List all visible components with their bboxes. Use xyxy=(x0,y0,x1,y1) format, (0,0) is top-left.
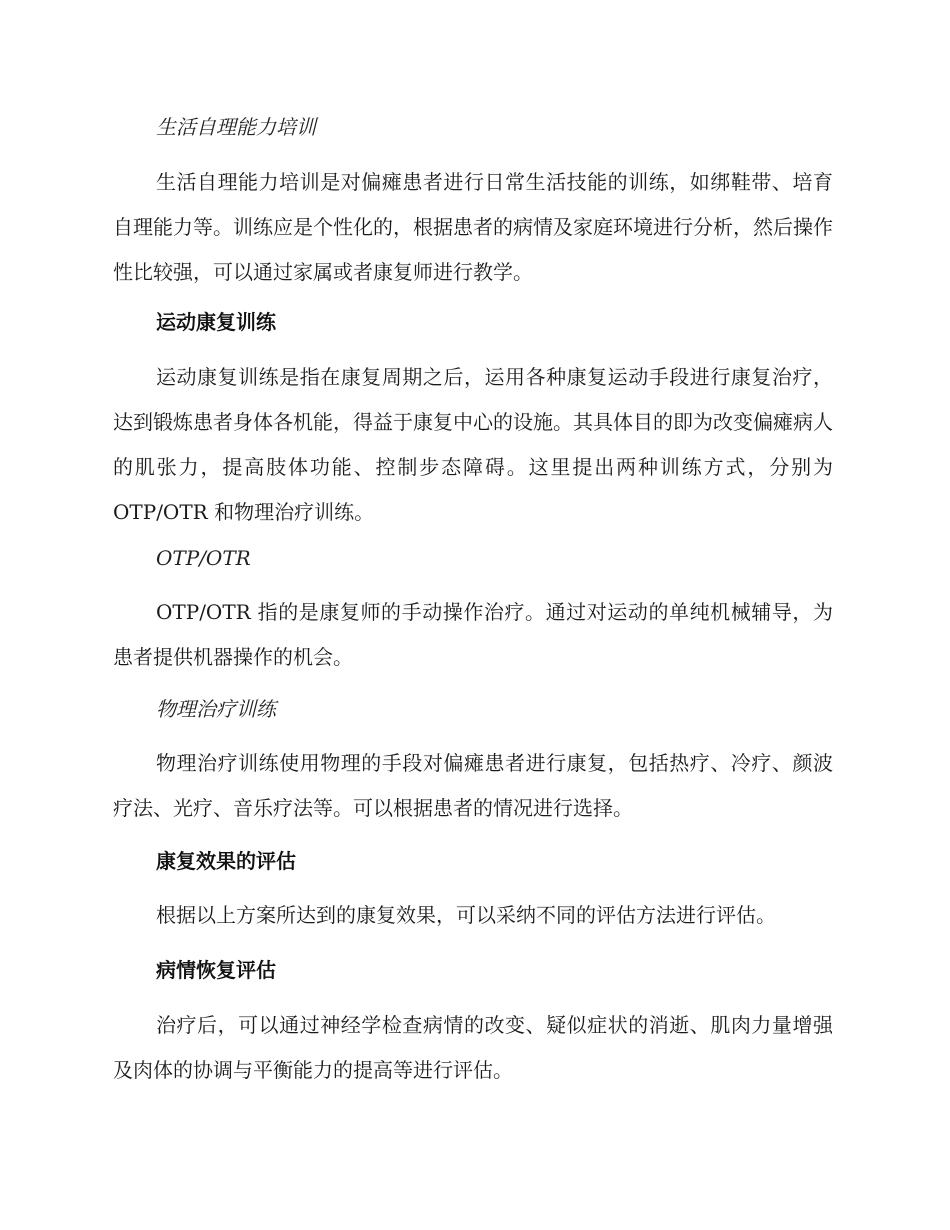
paragraph-self-care: 生活自理能力培训是对偏瘫患者进行日常生活技能的训练，如绑鞋带、培育自理能力等。训练应是个性化的，根据患者的病情及家庭环境进行分析，然后操作性比较强，可以通过家属或者康复师进行教学。 xyxy=(113,170,833,284)
paragraph-evaluation: 根据以上方案所达到的康复效果，可以采纳不同的评估方法进行评估。 xyxy=(156,903,776,927)
paragraph-otp-otr: OTP/OTR 指的是康复师的手动操作治疗。通过对运动的单纯机械辅导，为患者提供机器操作的机会。 xyxy=(113,600,833,669)
heading-recovery-eval: 病情恢复评估 xyxy=(156,958,276,982)
heading-otp-otr: OTP/OTR xyxy=(156,546,251,570)
heading-evaluation: 康复效果的评估 xyxy=(156,849,296,873)
paragraph-physio: 物理治疗训练使用物理的手段对偏瘫患者进行康复，包括热疗、冷疗、颜波疗法、光疗、音乐疗法等。可以根据患者的情况进行选择。 xyxy=(113,751,833,820)
paragraph-motor-rehab: 运动康复训练是指在康复周期之后，运用各种康复运动手段进行康复治疗，达到锻炼患者身体各机能，得益于康复中心的设施。其具体目的即为改变偏瘫病人的肌张力，提高肢体功能、控制步态障碍。这里提出两种训练方式，分别为 OTP/OTR 和物理治疗训练。 xyxy=(113,365,833,524)
heading-physio: 物理治疗训练 xyxy=(156,697,276,721)
paragraph-recovery-eval: 治疗后，可以通过神经学检查病情的改变、疑似症状的消逝、肌肉力量增强及肉体的协调与平衡能力的提高等进行评估。 xyxy=(113,1013,833,1082)
heading-motor-rehab: 运动康复训练 xyxy=(156,310,276,334)
heading-self-care: 生活自理能力培训 xyxy=(156,115,316,139)
